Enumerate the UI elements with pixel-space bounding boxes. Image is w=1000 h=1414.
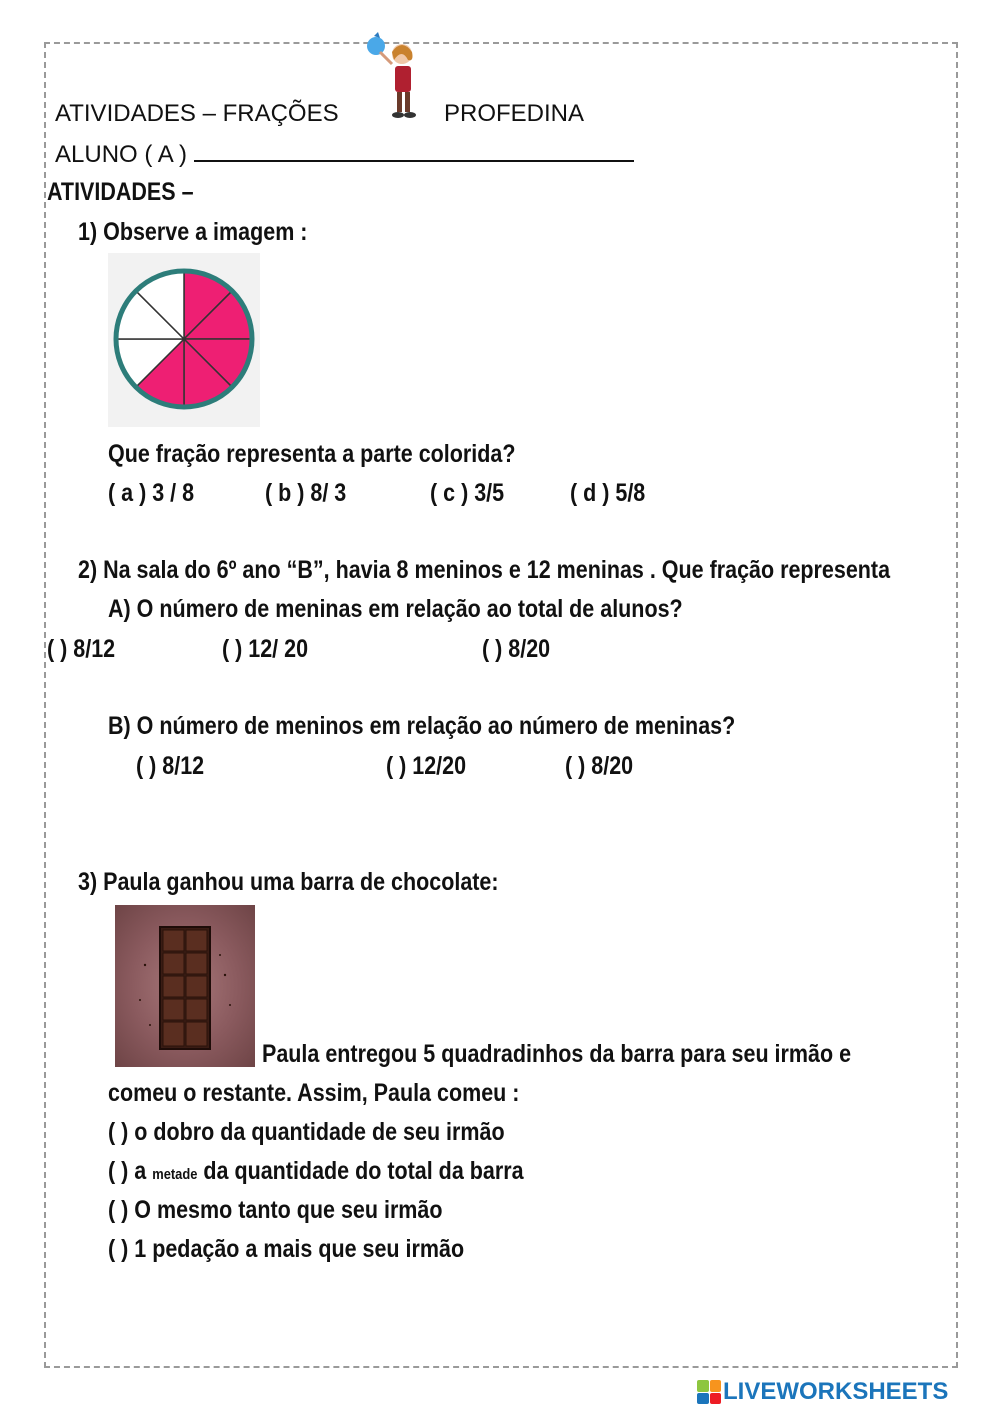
- liveworksheets-icon: [697, 1380, 721, 1404]
- q3-option-2-paren: ( ): [108, 1157, 129, 1185]
- q2-prompt: Na sala do 6º ano “B”, havia 8 meninos e 12 meninas . Que fração representa: [103, 556, 891, 584]
- q3-option-4-paren: ( ): [108, 1235, 129, 1263]
- q2a-label: A) O número de meninas em relação ao total de alunos?: [108, 595, 683, 623]
- q3-option-2-small: metade: [152, 1166, 198, 1183]
- q3-option-2-pre: a: [134, 1157, 147, 1185]
- q3-option-4[interactable]: [108, 1235, 464, 1264]
- q1-option-a[interactable]: ( a ) 3 / 8: [108, 479, 195, 507]
- q3-option-3-text: O mesmo tanto que seu irmão: [134, 1196, 443, 1224]
- chocolate-bar-image: [115, 905, 255, 1067]
- q3-prompt: Paula ganhou uma barra de chocolate:: [103, 868, 499, 896]
- section-title: ATIVIDADES –: [47, 178, 194, 206]
- student-label: ALUNO ( A ): [55, 141, 188, 168]
- q2-number: 2): [78, 556, 98, 584]
- q3-option-3[interactable]: [108, 1196, 443, 1225]
- fraction-pie-chart: [108, 253, 260, 427]
- q1-option-d[interactable]: ( d ) 5/8: [570, 479, 646, 507]
- q3-text-line1: Paula entregou 5 quadradinhos da barra para seu irmão e: [262, 1040, 852, 1068]
- student-name-line[interactable]: [194, 140, 634, 162]
- q2a-option-3[interactable]: ( ) 8/20: [482, 635, 551, 663]
- q1-question: Que fração representa a parte colorida?: [108, 440, 516, 468]
- q3-option-4-text: 1 pedação a mais que seu irmão: [134, 1235, 465, 1263]
- q3-text-line2: comeu o restante. Assim, Paula comeu :: [108, 1079, 520, 1107]
- q1-option-b[interactable]: ( b ) 8/ 3: [265, 479, 347, 507]
- q2a-option-2[interactable]: ( ) 12/ 20: [222, 635, 309, 663]
- q1-heading: [78, 218, 307, 247]
- q3-option-1-text: o dobro da quantidade de seu irmão: [134, 1118, 505, 1146]
- q3-number: 3): [78, 868, 98, 896]
- q2b-option-1[interactable]: ( ) 8/12: [136, 752, 205, 780]
- liveworksheets-logo[interactable]: [697, 1378, 948, 1406]
- q3-option-2-text: da quantidade do total da barra: [203, 1157, 524, 1185]
- chocolate-bar-icon: [115, 905, 255, 1067]
- teacher-illustration: [362, 32, 434, 124]
- q3-option-1-paren: ( ): [108, 1118, 129, 1146]
- q3-option-3-paren: ( ): [108, 1196, 129, 1224]
- q2b-label: B) O número de meninos em relação ao número de meninas?: [108, 712, 736, 740]
- liveworksheets-brand: LIVEWORKSHEETS: [723, 1378, 949, 1405]
- q3-heading: [78, 868, 499, 897]
- q1-prompt: Observe a imagem :: [103, 218, 308, 246]
- author-name: PROFEDINA: [444, 100, 585, 127]
- worksheet-title: ATIVIDADES – FRAÇÕES: [55, 100, 339, 127]
- q2-heading: [78, 556, 890, 585]
- q3-option-2[interactable]: [108, 1157, 524, 1186]
- q1-option-c[interactable]: ( c ) 3/5: [430, 479, 505, 507]
- q1-number: 1): [78, 218, 98, 246]
- q2b-option-3[interactable]: ( ) 8/20: [565, 752, 634, 780]
- student-name-row[interactable]: [55, 140, 634, 169]
- q3-option-1[interactable]: [108, 1118, 505, 1147]
- q2b-option-2[interactable]: ( ) 12/20: [386, 752, 467, 780]
- q2a-option-1[interactable]: ( ) 8/12: [47, 635, 116, 663]
